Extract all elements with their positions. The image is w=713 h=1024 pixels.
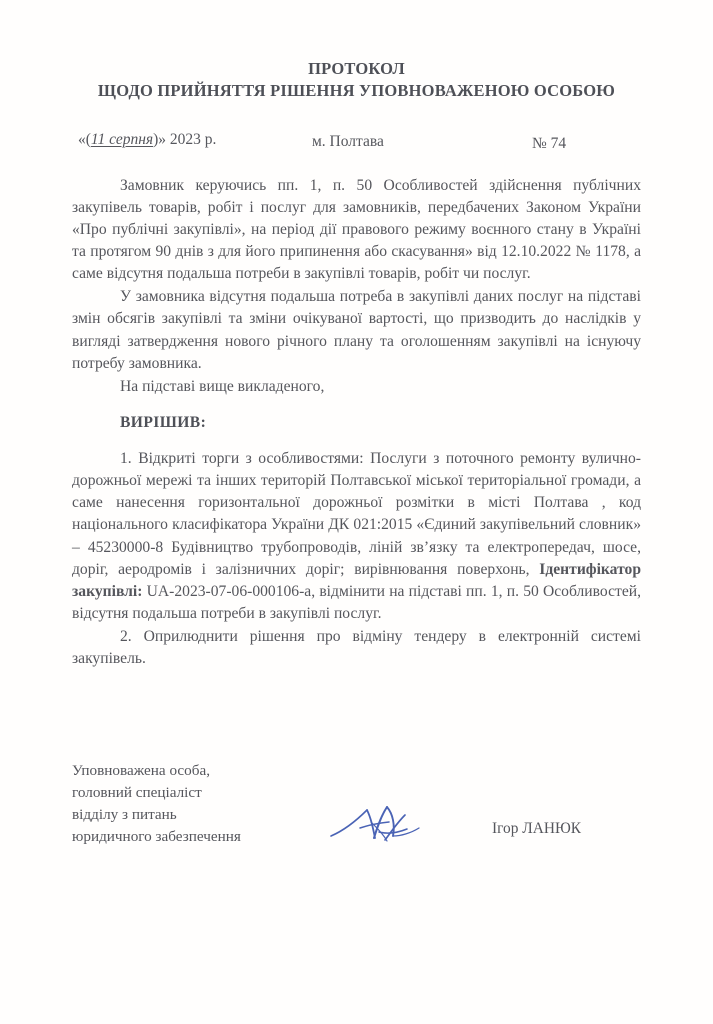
paragraph-justification: У замовника відсутня подальша потреба в закупівлі даних послуг на підставі змін обсягів закупівлі та зміни очікуваної вартості, що призводить до наслідків у вигляді затвердження нового річного плану та оголошенням закупівлі на існуючу потребу замовника. bbox=[72, 288, 641, 372]
date-prefix: «( bbox=[78, 130, 91, 148]
paragraph-preamble: Замовник керуючись пп. 1, п. 50 Особливостей здійснення публічних закупівель товарів, робіт і послуг для замовників, передбачених Законом України «Про публічні закупівлі», на період дії правового режиму воєнного стану в Україні та протягом 90 днів з для його припинення або скасування» від 12.10.2022 № 1178, а саме відсутня подальша потреби в закупівлі товарів, робіт чи послуг. bbox=[72, 176, 641, 283]
procurement-identifier-value: UA-2023-07-06-000106-а, відмінити на підставі пп. 1, п. 50 Особливостей, відсутня подальша потреби в закупівлі послуг. bbox=[72, 582, 641, 622]
resolution-item-2: 2. Оприлюднити рішення про відміну тендеру в електронній системі закупівель. bbox=[72, 628, 641, 668]
handwritten-signature-icon bbox=[327, 798, 437, 850]
date-suffix: )» 2023 р. bbox=[153, 130, 217, 148]
resolution-heading: ВИРІШИВ: bbox=[120, 413, 207, 431]
document-number: № 74 bbox=[532, 134, 567, 152]
document-meta-row bbox=[72, 131, 641, 153]
document-body bbox=[72, 175, 641, 671]
paragraph-basis: На підставі вище викладеного, bbox=[120, 377, 325, 395]
page-subtitle: ЩОДО ПРИЙНЯТТЯ РІШЕННЯ УПОВНОВАЖЕНОЮ ОСОБОЮ bbox=[97, 81, 616, 101]
date-value: 11 серпня bbox=[90, 130, 154, 148]
signer-role-line-3: відділу з питань bbox=[72, 806, 177, 824]
resolution-item-1-text-before: 1. Відкриті торги з особливостями: Послуги з поточного ремонту вулично-дорожньої мережі та інших територій Полтавської міської територіальної громади, а саме нанесення горизонтальної дорожньої розмітки в місті Полтава , код національного класифікатора України ДК 021:2015 «Єдиний закупівельний словник» – 45230000-8 Будівництво трубопроводів, ліній зв’язку та електропередач, шосе, доріг, аеродромів і залізничних доріг; вирівнювання поверхонь, bbox=[72, 449, 641, 578]
document-date bbox=[78, 131, 216, 149]
procurement-identifier-label: Ідентифікатор закупівлі: bbox=[72, 560, 641, 600]
resolution-item-1 bbox=[72, 448, 641, 625]
signer-role-line-4: юридичного забезпечення bbox=[72, 828, 241, 846]
page-title: ПРОТОКОЛ bbox=[308, 59, 405, 78]
document-title-block bbox=[72, 0, 641, 103]
signature-block bbox=[72, 760, 641, 848]
signer-role-line-1: Уповноважена особа, bbox=[72, 762, 211, 779]
document-city: м. Полтава bbox=[312, 132, 384, 150]
signer-name: Ігор ЛАНЮК bbox=[492, 820, 582, 837]
signer-role-line-2: головний спеціаліст bbox=[72, 784, 202, 802]
